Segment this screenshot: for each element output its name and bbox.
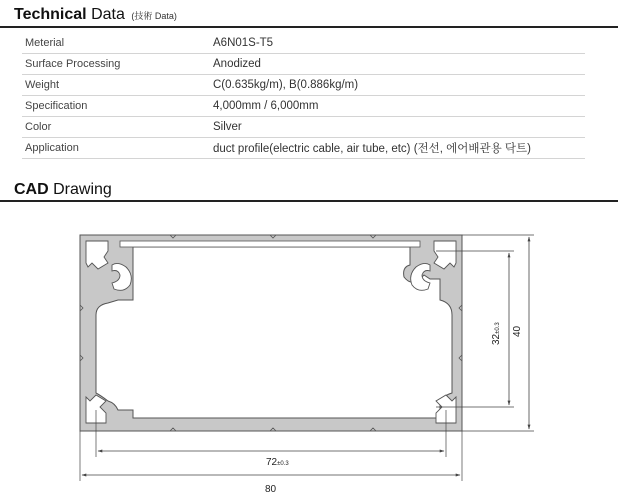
dim-inner-width-label: 72±0.3: [266, 457, 289, 468]
technical-title-sub: Data: [91, 6, 125, 23]
dim-height-label: 40: [512, 325, 523, 337]
spec-label: Surface Processing: [22, 54, 213, 75]
cad-title-main: CAD: [14, 181, 49, 198]
spec-label: Meterial: [22, 33, 213, 54]
table-row: [22, 33, 585, 54]
spec-label: Weight: [22, 75, 213, 96]
spec-value: 4,000mm / 6,000mm: [213, 96, 585, 117]
dim-inner-height-label: 32±0.3: [491, 322, 502, 345]
table-row: [22, 96, 585, 117]
spec-value: A6N01S-T5: [213, 33, 585, 54]
dim-width-label: 80: [265, 484, 277, 495]
table-row: [22, 54, 585, 75]
technical-title-note: (技術 Data): [131, 11, 177, 21]
spec-table: [22, 33, 585, 159]
table-row: [22, 138, 585, 159]
spec-label: Application: [22, 138, 213, 159]
spec-value: Anodized: [213, 54, 585, 75]
technical-title-main: Technical: [14, 6, 87, 23]
cad-drawing-header: [0, 181, 618, 202]
spec-value: duct profile(electric cable, air tube, etc) (전선, 에어배관용 닥트): [213, 138, 585, 159]
technical-data-header: [0, 6, 618, 28]
duct-profile: [80, 235, 462, 431]
spec-label: Specification: [22, 96, 213, 117]
cad-title-sub: Drawing: [53, 181, 112, 198]
table-row: [22, 75, 585, 96]
spec-value: Silver: [213, 117, 585, 138]
table-row: [22, 117, 585, 138]
spec-value: C(0.635kg/m), B(0.886kg/m): [213, 75, 585, 96]
cad-drawing: [0, 205, 623, 495]
spec-label: Color: [22, 117, 213, 138]
